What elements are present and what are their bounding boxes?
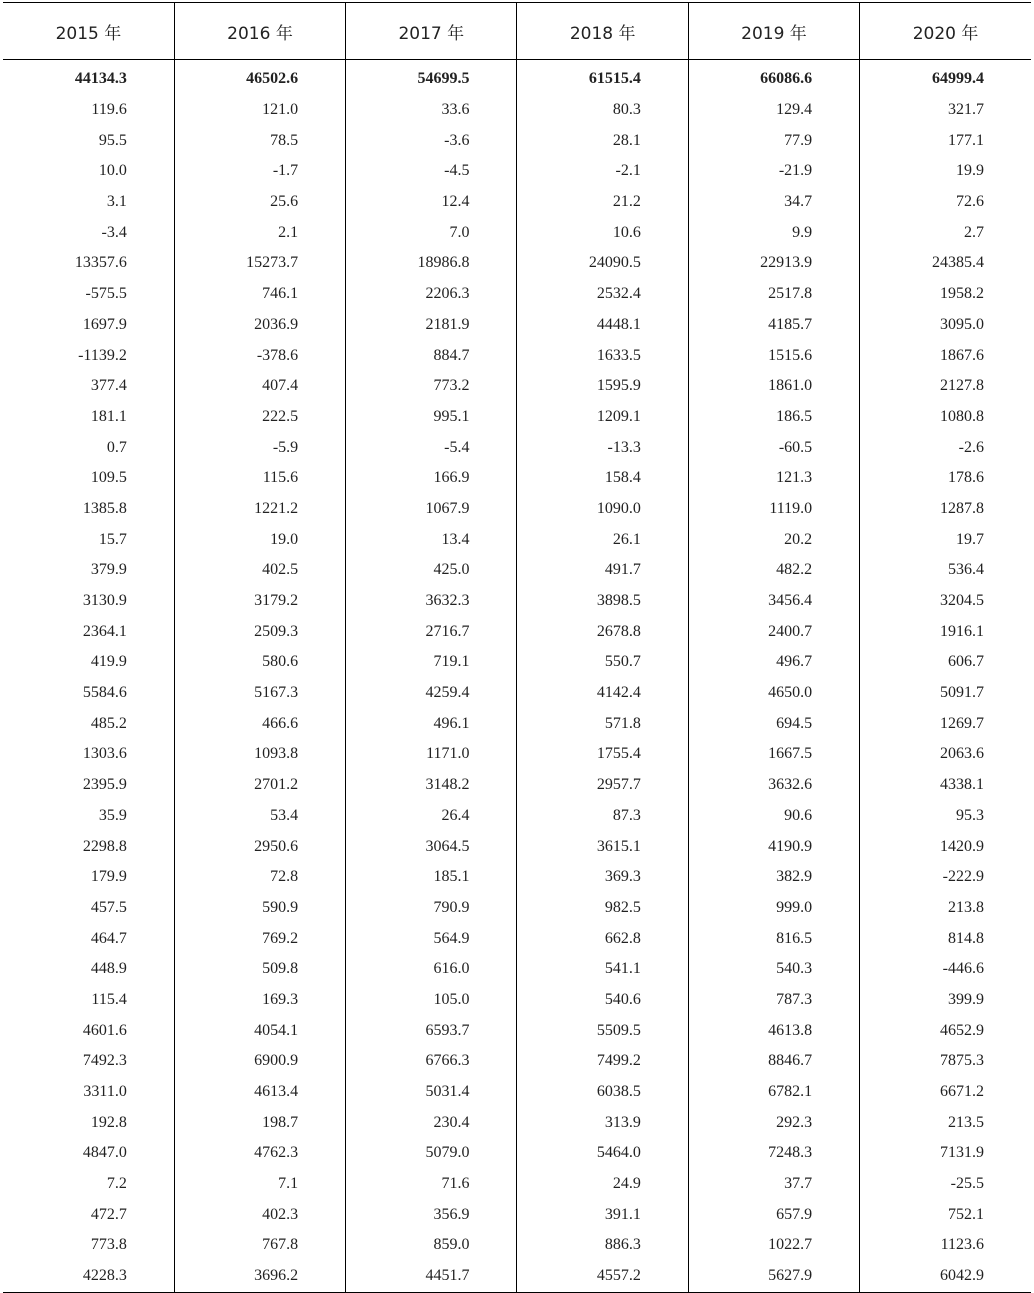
table-cell: 121.0 <box>174 95 345 126</box>
table-cell: 816.5 <box>688 923 859 954</box>
table-cell: 46502.6 <box>174 60 345 95</box>
table-row <box>3 770 1031 801</box>
table-row <box>3 739 1031 770</box>
table-cell: 24090.5 <box>517 248 688 279</box>
table-cell: 6782.1 <box>688 1077 859 1108</box>
table-cell: 1287.8 <box>940 499 984 517</box>
table-cell: 402.5 <box>174 555 345 586</box>
table-cell: 4338.1 <box>940 776 984 794</box>
table-cell: 10.6 <box>517 217 688 248</box>
table-cell: 1269.7 <box>940 714 984 732</box>
table-row <box>3 1077 1031 1108</box>
table-cell: 1861.0 <box>688 371 859 402</box>
table-cell: 1221.2 <box>174 494 345 525</box>
table-cell: 1209.1 <box>517 402 688 433</box>
table-cell: 1080.8 <box>940 407 984 425</box>
table-row <box>3 463 1031 494</box>
table-cell: 369.3 <box>517 862 688 893</box>
table-cell: 4054.1 <box>174 1015 345 1046</box>
table-cell: 550.7 <box>517 647 688 678</box>
table-cell: 19.0 <box>174 524 345 555</box>
table-cell: 6900.9 <box>174 1046 345 1077</box>
table-cell: 1385.8 <box>3 494 174 525</box>
table-cell: 1022.7 <box>688 1230 859 1261</box>
table-cell: 80.3 <box>517 95 688 126</box>
table-cell: 496.1 <box>346 708 517 739</box>
table-cell: 22913.9 <box>688 248 859 279</box>
table-cell: 2395.9 <box>3 770 174 801</box>
table-cell: 4228.3 <box>3 1261 174 1292</box>
table-cell: 1090.0 <box>517 494 688 525</box>
table-cell: 457.5 <box>3 893 174 924</box>
table-cell: 7248.3 <box>688 1138 859 1169</box>
header-2018: 2018 年 <box>517 3 688 60</box>
table-cell: 169.3 <box>174 985 345 1016</box>
table-cell: 61515.4 <box>517 60 688 95</box>
table-cell: 115.6 <box>174 463 345 494</box>
table-cell: 5627.9 <box>688 1261 859 1292</box>
table-cell: 4613.8 <box>688 1015 859 1046</box>
table-cell: 382.9 <box>688 862 859 893</box>
table-cell: 5509.5 <box>517 1015 688 1046</box>
table-row <box>3 1046 1031 1077</box>
table-row <box>3 1169 1031 1200</box>
table-row <box>3 1199 1031 1230</box>
table-cell: 5031.4 <box>346 1077 517 1108</box>
table-cell: 2532.4 <box>517 279 688 310</box>
table-cell: 15.7 <box>3 524 174 555</box>
table-cell: 1119.0 <box>688 494 859 525</box>
table-cell: 4613.4 <box>174 1077 345 1108</box>
table-cell: 6671.2 <box>940 1083 984 1101</box>
header-2015: 2015 年 <box>3 3 174 60</box>
table-cell: 482.2 <box>688 555 859 586</box>
table-row <box>3 371 1031 402</box>
table-cell: 448.9 <box>3 954 174 985</box>
table-cell: 2.1 <box>174 217 345 248</box>
table-cell: 3204.5 <box>940 592 984 610</box>
table-cell: -5.4 <box>346 432 517 463</box>
table-cell: 44134.3 <box>3 60 174 95</box>
table-cell: 606.7 <box>948 653 984 671</box>
table-cell: -60.5 <box>688 432 859 463</box>
table-cell: 8846.7 <box>688 1046 859 1077</box>
table-cell: 491.7 <box>517 555 688 586</box>
table-cell: 540.6 <box>517 985 688 1016</box>
table-cell: 77.9 <box>688 125 859 156</box>
table-cell: 2298.8 <box>3 831 174 862</box>
table-cell: 4448.1 <box>517 310 688 341</box>
table-cell: 213.5 <box>948 1113 984 1131</box>
table-row <box>3 95 1031 126</box>
table-cell: 4601.6 <box>3 1015 174 1046</box>
table-cell: 814.8 <box>948 929 984 947</box>
table-row <box>3 708 1031 739</box>
table-cell: -4.5 <box>346 156 517 187</box>
table-cell: 178.6 <box>948 469 984 487</box>
table-cell: 425.0 <box>346 555 517 586</box>
table-cell: 509.8 <box>174 954 345 985</box>
table-cell: 2127.8 <box>940 377 984 395</box>
table-row <box>3 187 1031 218</box>
table-cell: 4652.9 <box>940 1021 984 1039</box>
table-cell: 129.4 <box>688 95 859 126</box>
table-cell: -5.9 <box>174 432 345 463</box>
table-cell: 95.3 <box>956 806 984 824</box>
table-cell: 662.8 <box>517 923 688 954</box>
header-2017: 2017 年 <box>346 3 517 60</box>
table-row <box>3 647 1031 678</box>
table-cell: 3898.5 <box>517 586 688 617</box>
table-cell: 787.3 <box>688 985 859 1016</box>
table-cell: 1515.6 <box>688 340 859 371</box>
table-cell: -575.5 <box>3 279 174 310</box>
table-cell: 7875.3 <box>940 1052 984 1070</box>
table-cell: 4185.7 <box>688 310 859 341</box>
table-row <box>3 1261 1031 1292</box>
table-row <box>3 831 1031 862</box>
table-cell: 213.8 <box>948 898 984 916</box>
table-cell: 773.2 <box>346 371 517 402</box>
table-row <box>3 156 1031 187</box>
table-cell: 356.9 <box>346 1199 517 1230</box>
table-cell: -13.3 <box>517 432 688 463</box>
table-cell: 90.6 <box>688 801 859 832</box>
table-cell: 2678.8 <box>517 616 688 647</box>
table-cell: 292.3 <box>688 1107 859 1138</box>
table-cell: 377.4 <box>3 371 174 402</box>
table-row <box>3 494 1031 525</box>
table-cell: 25.6 <box>174 187 345 218</box>
table-header <box>3 3 1031 60</box>
table-cell: 769.2 <box>174 923 345 954</box>
table-cell: 485.2 <box>3 708 174 739</box>
table-cell: 2364.1 <box>3 616 174 647</box>
table-cell: 10.0 <box>3 156 174 187</box>
table-cell: 3148.2 <box>346 770 517 801</box>
table-row <box>3 248 1031 279</box>
table-cell: 1093.8 <box>174 739 345 770</box>
table-cell: 222.5 <box>174 402 345 433</box>
table-cell: 33.6 <box>346 95 517 126</box>
table-cell: 407.4 <box>174 371 345 402</box>
table-cell: 15273.7 <box>174 248 345 279</box>
table-row <box>3 217 1031 248</box>
table-cell: 564.9 <box>346 923 517 954</box>
table-cell: 1958.2 <box>940 285 984 303</box>
table-cell: -3.4 <box>3 217 174 248</box>
table-cell: 1123.6 <box>940 1236 984 1254</box>
table-row <box>3 985 1031 1016</box>
table-cell: 177.1 <box>948 131 984 149</box>
table-cell: 7.2 <box>3 1169 174 1200</box>
table-cell: 6042.9 <box>860 1261 1031 1292</box>
table-cell: 3311.0 <box>3 1077 174 1108</box>
table-cell: 19.7 <box>956 530 984 548</box>
table-cell: 95.5 <box>3 125 174 156</box>
table-cell: 2036.9 <box>174 310 345 341</box>
table-cell: 34.7 <box>688 187 859 218</box>
table-cell: 7499.2 <box>517 1046 688 1077</box>
table-cell: 2063.6 <box>940 745 984 763</box>
table-cell: 4847.0 <box>3 1138 174 1169</box>
table-cell: 54699.5 <box>346 60 517 95</box>
table-cell: 321.7 <box>948 101 984 119</box>
table-cell: 7.1 <box>174 1169 345 1200</box>
table-cell: 181.1 <box>3 402 174 433</box>
table-cell: 105.0 <box>346 985 517 1016</box>
table-cell: 166.9 <box>346 463 517 494</box>
table-cell: 7131.9 <box>940 1144 984 1162</box>
table-cell: 2.7 <box>964 223 984 241</box>
table-cell: 3456.4 <box>688 586 859 617</box>
table-cell: 767.8 <box>174 1230 345 1261</box>
table-cell: 24.9 <box>517 1169 688 1200</box>
table-cell: 158.4 <box>517 463 688 494</box>
table-cell: 580.6 <box>174 647 345 678</box>
table-cell: 179.9 <box>3 862 174 893</box>
header-2019: 2019 年 <box>688 3 859 60</box>
data-table-container <box>3 2 1031 1293</box>
table-cell: 1916.1 <box>940 622 984 640</box>
table-cell: 1867.6 <box>940 346 984 364</box>
table-cell: 3064.5 <box>346 831 517 862</box>
table-cell: 1667.5 <box>688 739 859 770</box>
table-row <box>3 1107 1031 1138</box>
table-cell: 1595.9 <box>517 371 688 402</box>
table-cell: -25.5 <box>950 1175 984 1193</box>
table-cell: 66086.6 <box>688 60 859 95</box>
table-cell: 19.9 <box>956 162 984 180</box>
table-cell: 399.9 <box>948 990 984 1008</box>
table-cell: 790.9 <box>346 893 517 924</box>
table-cell: 995.1 <box>346 402 517 433</box>
table-row <box>3 586 1031 617</box>
table-cell: 24385.4 <box>932 254 984 272</box>
table-cell: 694.5 <box>688 708 859 739</box>
table-cell: 2716.7 <box>346 616 517 647</box>
table-row <box>3 678 1031 709</box>
table-cell: 7492.3 <box>3 1046 174 1077</box>
table-cell: 20.2 <box>688 524 859 555</box>
table-cell: 230.4 <box>346 1107 517 1138</box>
table-cell: 2950.6 <box>174 831 345 862</box>
table-cell: 18986.8 <box>346 248 517 279</box>
table-cell: 391.1 <box>517 1199 688 1230</box>
table-cell: 2517.8 <box>688 279 859 310</box>
table-cell: 4190.9 <box>688 831 859 862</box>
table-cell: 884.7 <box>346 340 517 371</box>
table-cell: 115.4 <box>3 985 174 1016</box>
data-table <box>3 2 1031 1293</box>
table-cell: 3179.2 <box>174 586 345 617</box>
header-2020: 2020 年 <box>860 3 1031 60</box>
table-cell: 536.4 <box>948 561 984 579</box>
table-cell: 71.6 <box>346 1169 517 1200</box>
table-cell: -1139.2 <box>3 340 174 371</box>
table-cell: 1067.9 <box>346 494 517 525</box>
table-row <box>3 1138 1031 1169</box>
table-cell: 2701.2 <box>174 770 345 801</box>
table-cell: 657.9 <box>688 1199 859 1230</box>
table-cell: -1.7 <box>174 156 345 187</box>
table-cell: 72.8 <box>174 862 345 893</box>
table-cell: 4557.2 <box>517 1261 688 1292</box>
table-cell: 5167.3 <box>174 678 345 709</box>
table-cell: 3095.0 <box>940 315 984 333</box>
table-cell: -378.6 <box>174 340 345 371</box>
table-cell: 1755.4 <box>517 739 688 770</box>
table-cell: 464.7 <box>3 923 174 954</box>
table-cell: 53.4 <box>174 801 345 832</box>
table-cell: 402.3 <box>174 1199 345 1230</box>
table-cell: 192.8 <box>3 1107 174 1138</box>
table-cell: 198.7 <box>174 1107 345 1138</box>
table-cell: 3.1 <box>3 187 174 218</box>
table-cell: -2.6 <box>958 438 984 456</box>
table-cell: 6038.5 <box>517 1077 688 1108</box>
table-cell: 886.3 <box>517 1230 688 1261</box>
table-cell: 540.3 <box>688 954 859 985</box>
table-row <box>3 801 1031 832</box>
table-cell: 109.5 <box>3 463 174 494</box>
table-cell: 12.4 <box>346 187 517 218</box>
table-cell: 496.7 <box>688 647 859 678</box>
table-cell: 64999.4 <box>932 70 984 88</box>
table-cell: 3696.2 <box>174 1261 345 1292</box>
table-row <box>3 524 1031 555</box>
table-cell: 186.5 <box>688 402 859 433</box>
table-cell: 616.0 <box>346 954 517 985</box>
table-cell: 1420.9 <box>940 837 984 855</box>
table-row <box>3 1015 1031 1046</box>
table-cell: 3632.3 <box>346 586 517 617</box>
table-cell: 119.6 <box>3 95 174 126</box>
table-cell: 1303.6 <box>3 739 174 770</box>
table-cell: 26.1 <box>517 524 688 555</box>
table-cell: -222.9 <box>942 868 984 886</box>
table-row <box>3 402 1031 433</box>
table-row <box>3 340 1031 371</box>
table-cell: 13357.6 <box>3 248 174 279</box>
table-cell: 4142.4 <box>517 678 688 709</box>
table-cell: 2206.3 <box>346 279 517 310</box>
table-cell: 719.1 <box>346 647 517 678</box>
table-cell: 78.5 <box>174 125 345 156</box>
table-cell: 4762.3 <box>174 1138 345 1169</box>
table-cell: 72.6 <box>956 193 984 211</box>
table-row <box>3 893 1031 924</box>
table-cell: 37.7 <box>688 1169 859 1200</box>
table-cell: 571.8 <box>517 708 688 739</box>
table-cell: -21.9 <box>688 156 859 187</box>
table-cell: -3.6 <box>346 125 517 156</box>
table-cell: 379.9 <box>3 555 174 586</box>
table-cell: 773.8 <box>3 1230 174 1261</box>
table-cell: 2509.3 <box>174 616 345 647</box>
table-cell: 3615.1 <box>517 831 688 862</box>
table-cell: 5079.0 <box>346 1138 517 1169</box>
table-cell: 185.1 <box>346 862 517 893</box>
table-cell: 472.7 <box>3 1199 174 1230</box>
table-row <box>3 1230 1031 1261</box>
table-cell: 13.4 <box>346 524 517 555</box>
table-cell: 1697.9 <box>3 310 174 341</box>
table-cell: 2181.9 <box>346 310 517 341</box>
table-cell: 4259.4 <box>346 678 517 709</box>
table-cell: 4650.0 <box>688 678 859 709</box>
table-cell: 313.9 <box>517 1107 688 1138</box>
table-cell: 859.0 <box>346 1230 517 1261</box>
table-cell: 121.3 <box>688 463 859 494</box>
table-row <box>3 60 1031 95</box>
table-cell: 4451.7 <box>346 1261 517 1292</box>
table-row <box>3 432 1031 463</box>
table-cell: 9.9 <box>688 217 859 248</box>
table-cell: 6766.3 <box>346 1046 517 1077</box>
table-cell: 541.1 <box>517 954 688 985</box>
table-cell: 752.1 <box>948 1205 984 1223</box>
table-row <box>3 310 1031 341</box>
table-cell: 5464.0 <box>517 1138 688 1169</box>
table-row <box>3 923 1031 954</box>
table-cell: 6593.7 <box>346 1015 517 1046</box>
table-cell: 21.2 <box>517 187 688 218</box>
table-row <box>3 125 1031 156</box>
table-cell: 5584.6 <box>3 678 174 709</box>
table-cell: 35.9 <box>3 801 174 832</box>
table-cell: 419.9 <box>3 647 174 678</box>
table-row <box>3 862 1031 893</box>
table-cell: 28.1 <box>517 125 688 156</box>
table-row <box>3 616 1031 647</box>
table-cell: 0.7 <box>3 432 174 463</box>
table-cell: 3130.9 <box>3 586 174 617</box>
table-row <box>3 954 1031 985</box>
table-cell: 2400.7 <box>688 616 859 647</box>
table-cell: 982.5 <box>517 893 688 924</box>
table-cell: 3632.6 <box>688 770 859 801</box>
table-cell: 999.0 <box>688 893 859 924</box>
table-cell: 7.0 <box>346 217 517 248</box>
table-cell: 590.9 <box>174 893 345 924</box>
header-row <box>3 3 1031 60</box>
table-cell: 466.6 <box>174 708 345 739</box>
table-cell: 746.1 <box>174 279 345 310</box>
table-cell: 1171.0 <box>346 739 517 770</box>
table-row <box>3 555 1031 586</box>
table-cell: -2.1 <box>517 156 688 187</box>
table-body <box>3 60 1031 1293</box>
header-2016: 2016 年 <box>174 3 345 60</box>
table-cell: 5091.7 <box>940 684 984 702</box>
table-row <box>3 279 1031 310</box>
table-cell: 87.3 <box>517 801 688 832</box>
table-cell: 1633.5 <box>517 340 688 371</box>
table-cell: 26.4 <box>346 801 517 832</box>
table-cell: 2957.7 <box>517 770 688 801</box>
table-cell: -446.6 <box>942 960 984 978</box>
